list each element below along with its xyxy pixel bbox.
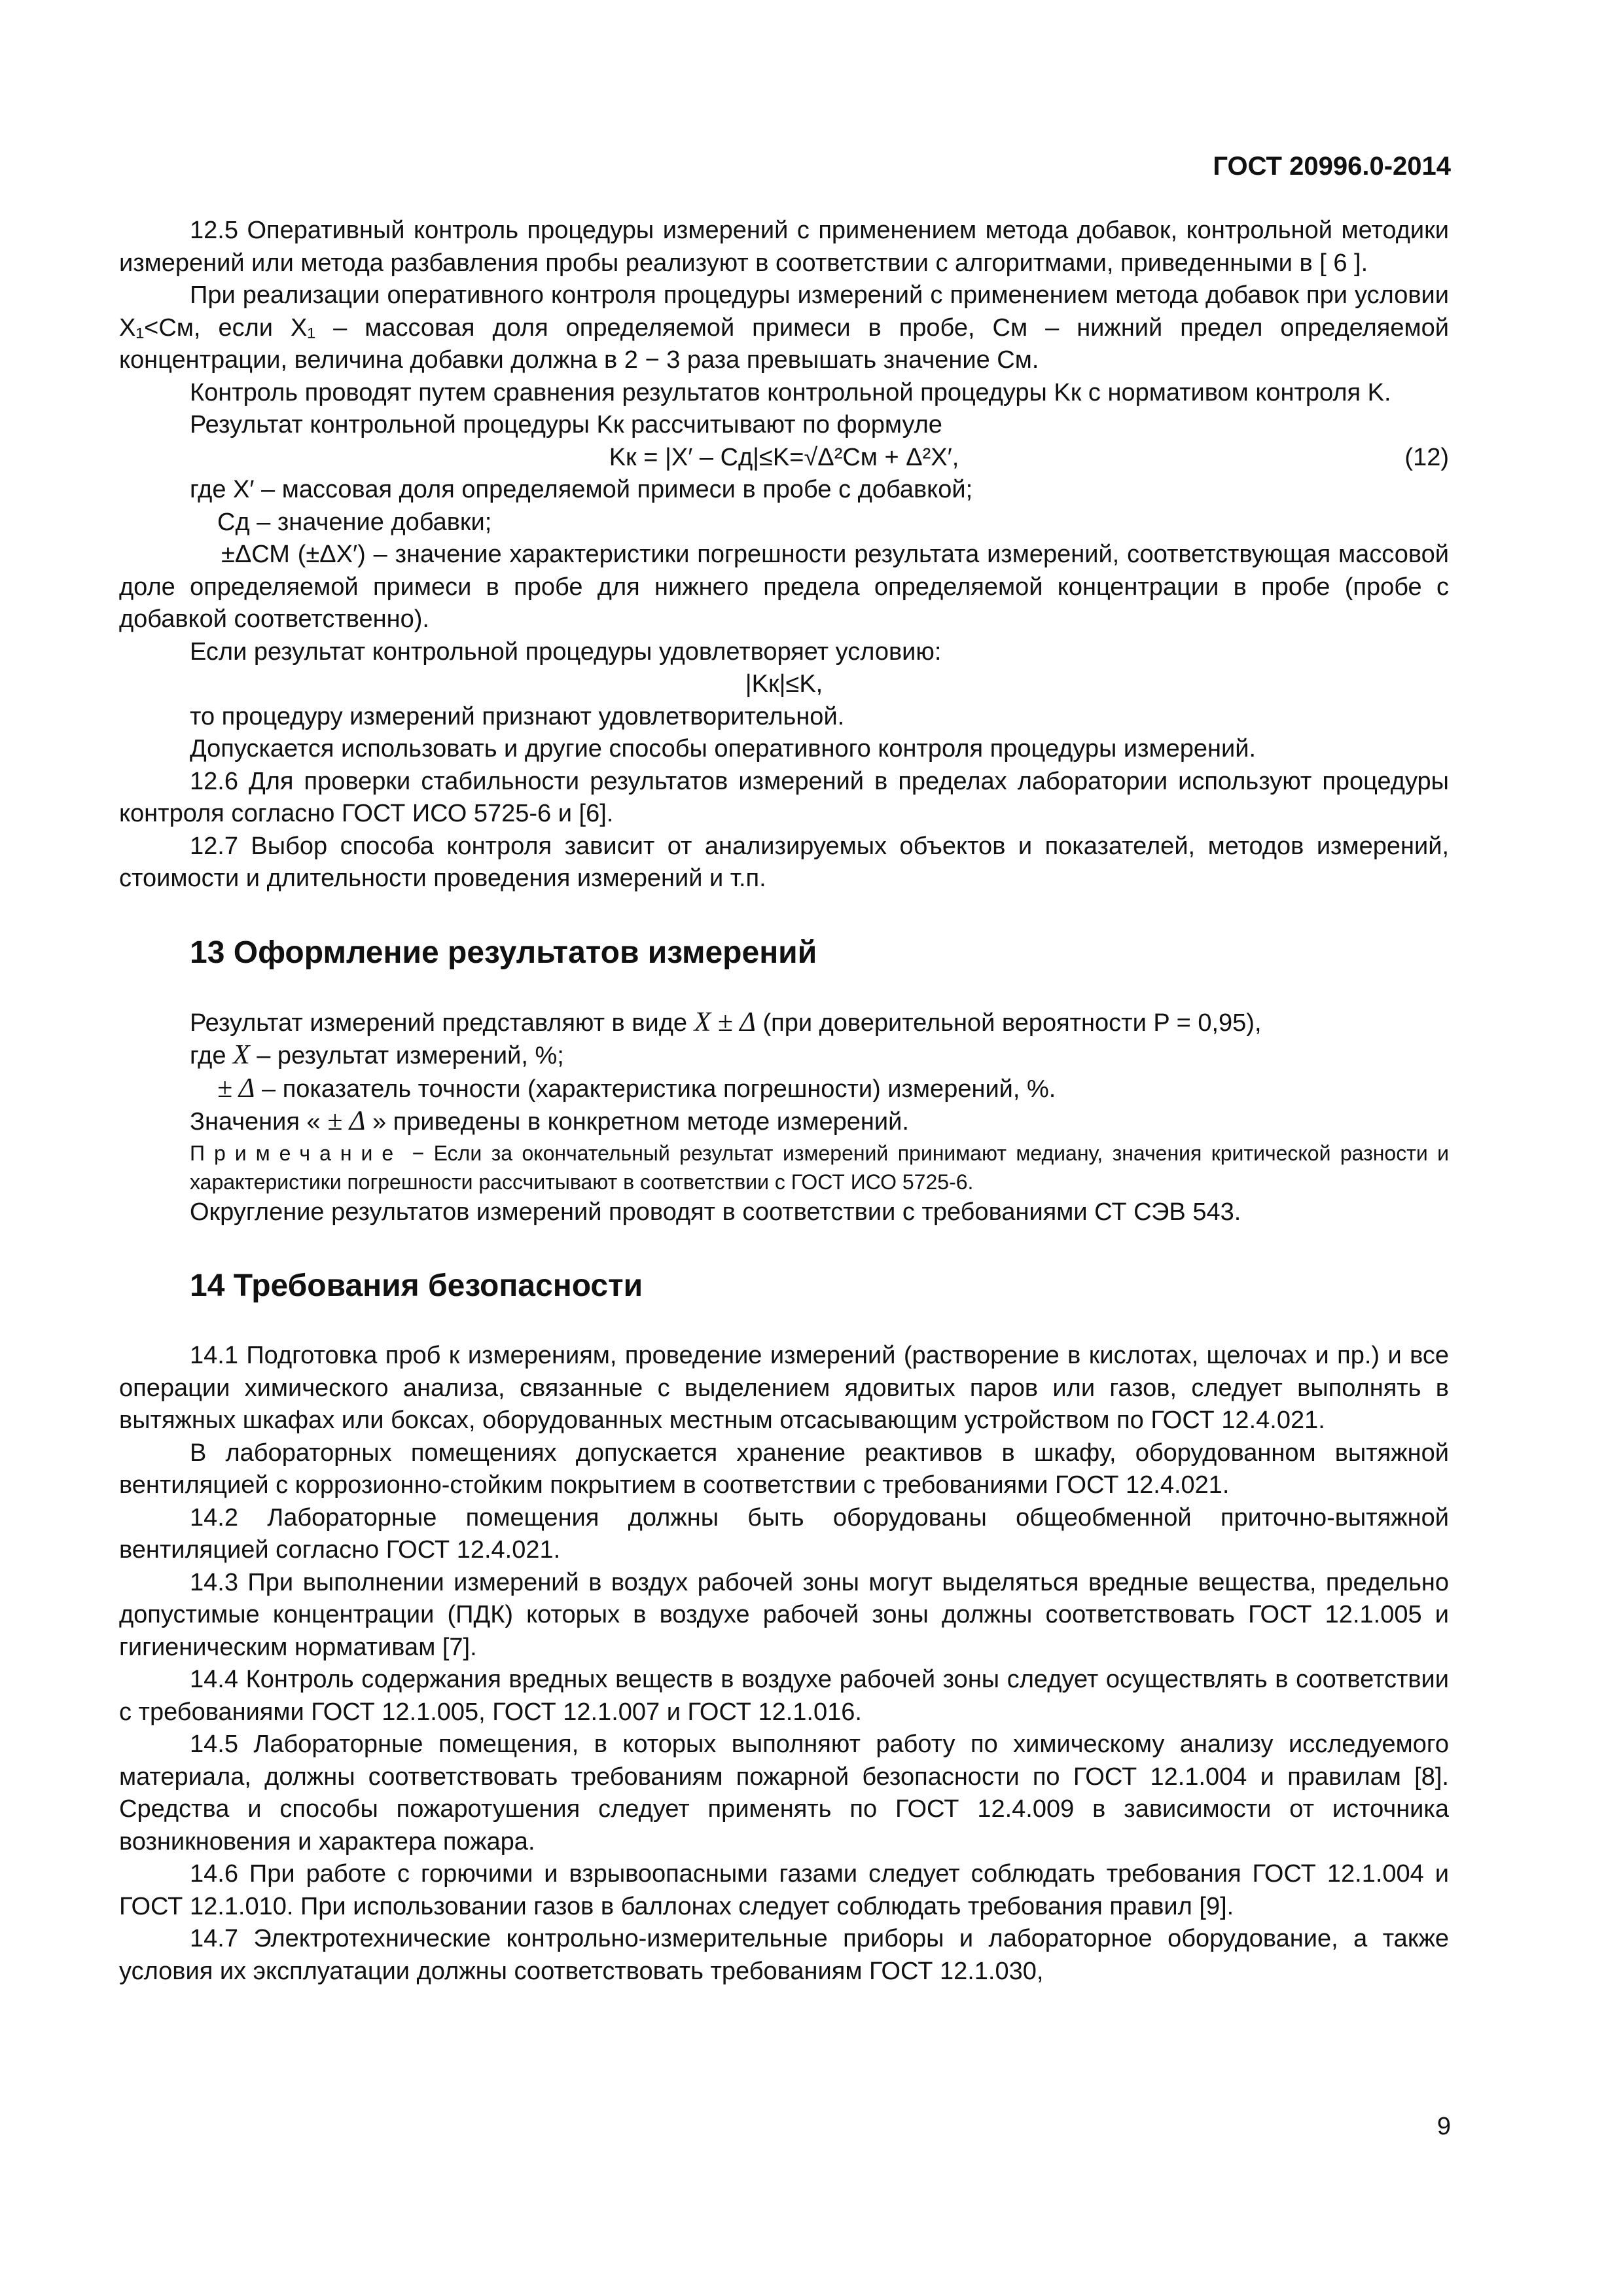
result-representation-text-a: Результат измерений представляют в виде: [190, 1009, 694, 1037]
where-x-prime: где X′ – массовая доля определяемой примеси в пробе с добавкой;: [190, 476, 973, 503]
paragraph-14-2: 14.2 Лабораторные помещения должны быть оборудованы общеобменной приточно-вытяжной вентиляцией согласно ГОСТ 12.4.021.: [119, 1503, 1449, 1564]
note-text: − Если за окончательный результат измерений принимают медиану, значения критической разности и характеристики погрешности рассчитывают в соответствии с ГОСТ ИСО 5725-6.: [190, 1141, 1449, 1194]
paragraph-14-1-storage: В лабораторных помещениях допускается хранение реактивов в шкафу, оборудованном вытяжной вентиляцией с коррозионно-стойким покрытием в соответствии с требованиями ГОСТ 12.4.021.: [119, 1439, 1449, 1499]
delta-accuracy-math: ± Δ: [217, 1073, 255, 1103]
note-label: Примечание: [190, 1141, 403, 1165]
formula-number: (12): [1404, 443, 1449, 471]
paragraph-result-formula-intro: Результат контрольной процедуры Kк рассчитывают по формуле: [190, 411, 942, 439]
paragraph-14-4: 14.4 Контроль содержания вредных веществ в воздухе рабочей зоны следует осуществлять в соответствии с требованиями ГОСТ 12.1.005, ГОСТ 12.1.007 и ГОСТ 12.1.016.: [119, 1666, 1449, 1726]
section-14-title: 14 Требования безопасности: [190, 1268, 643, 1303]
section-13-title: 13 Оформление результатов измерений: [190, 935, 817, 970]
result-representation-math: X ± Δ: [694, 1007, 756, 1037]
paragraph-condition-intro: Если результат контрольной процедуры удовлетворяет условию:: [190, 637, 942, 666]
paragraph-14-1: 14.1 Подготовка проб к измерениям, проведение измерений (растворение в кислотах, щелочах и пр.) и все операции химического анализа, связанные с выделением ядовитых паров или газов, следует выполнять в вытяжных шкафах или боксах, оборудованных местным отсасывающим устройством по ГОСТ 12.4.021.: [119, 1342, 1449, 1434]
paragraph-14-5: 14.5 Лабораторные помещения, в которых выполняют работу по химическому анализу исследуемого материала, должны соответствовать требованиям пожарной безопасности по ГОСТ 12.1.004 и правилам [8]. Средства и способы пожаротушения следует применять по ГОСТ 12.4.009 в зависимости от источника возникновения и характера пожара.: [119, 1731, 1449, 1856]
paragraph-12-6: 12.6 Для проверки стабильности результатов измерений в пределах лаборатории используют процедуры контроля согласно ГОСТ ИСО 5725-6 и [6].: [119, 767, 1449, 827]
paragraph-14-6: 14.6 При работе с горючими и взрывоопасными газами следует соблюдать требования ГОСТ 12.1.004 и ГОСТ 12.1.010. При использовании газов в баллонах следует соблюдать требования правил [9].: [119, 1860, 1449, 1920]
document-body: [119, 215, 1449, 1988]
paragraph-additive-method: При реализации оперативного контроля процедуры измерений с применением метода добавок при условии X₁<Cм, если X₁ – массовая доля определяемой примеси в пробе, Cм – нижний предел определяемой концентрации, величина добавки должна в 2 − 3 раза превышать значение Cм.: [119, 281, 1449, 374]
paragraph-control-comparison: Контроль проводят путем сравнения результатов контрольной процедуры Kк с нормативом контроля K.: [190, 378, 1391, 406]
condition-expression: |Kк|≤K,: [745, 670, 823, 698]
where-x-math: X: [233, 1040, 250, 1070]
formula-expression: Kк = |X′ – Cд|≤K=√Δ²См + Δ²X′,: [609, 443, 959, 471]
delta-values-math: ± Δ: [327, 1106, 366, 1136]
where-x-text-b: – результат измерений, %;: [249, 1042, 564, 1069]
paragraph-12-5: 12.5 Оперативный контроль процедуры измерений с применением метода добавок, контрольной методики измерений или метода разбавления пробы реализуют в соответствии с алгоритмами, приведенными в [ 6 ].: [119, 217, 1449, 277]
delta-values-note: [119, 1105, 1449, 1139]
document-header: ГОСТ 20996.0-2014: [1213, 152, 1451, 181]
note-median: [119, 1139, 1449, 1196]
rounding-paragraph: Округление результатов измерений проводят в соответствии с требованиями СТ СЭВ 543.: [190, 1198, 1241, 1226]
delta-values-text-a: Значения «: [190, 1108, 328, 1136]
result-representation-text-b: (при доверительной вероятности P = 0,95),: [755, 1009, 1262, 1037]
page-number: 9: [1436, 2113, 1451, 2140]
paragraph-14-7: 14.7 Электротехнические контрольно-измерительные приборы и лабораторное оборудование, а также условия их эксплуатации должны соответствовать требованиям ГОСТ 12.1.030,: [119, 1925, 1449, 1985]
where-delta: ±ΔСМ (±ΔX′) – значение характеристики погрешности результата измерений, соответствующая массовой доле определяемой примеси в пробе для нижнего предела определяемой концентрации в пробе (пробе с добавкой соответственно).: [119, 541, 1449, 633]
result-representation: [119, 1007, 1449, 1040]
where-c-d: Cд – значение добавки;: [217, 508, 492, 536]
delta-values-text-b: » приведены в конкретном методе измерений.: [365, 1108, 909, 1136]
where-x-text-a: где: [190, 1042, 234, 1069]
paragraph-14-3: 14.3 При выполнении измерений в воздух рабочей зоны могут выделяться вредные вещества, предельно допустимые концентрации (ПДК) которых в воздухе рабочей зоны должны соответствовать ГОСТ 12.1.005 и гигиеническим нормативам [7].: [119, 1568, 1449, 1661]
paragraph-other-methods: Допускается использовать и другие способы оперативного контроля процедуры измерений.: [190, 735, 1257, 762]
paragraph-12-7: 12.7 Выбор способа контроля зависит от анализируемых объектов и показателей, методов измерений, стоимости и длительности проведения измерений и т.п.: [119, 832, 1449, 892]
where-x-result: [119, 1039, 1449, 1073]
paragraph-satisfactory: то процедуру измерений признают удовлетворительной.: [190, 702, 845, 730]
formula-12: [119, 442, 1449, 475]
where-delta-accuracy: [119, 1073, 1449, 1106]
delta-accuracy-text: – показатель точности (характеристика погрешности) измерений, %.: [255, 1075, 1056, 1103]
